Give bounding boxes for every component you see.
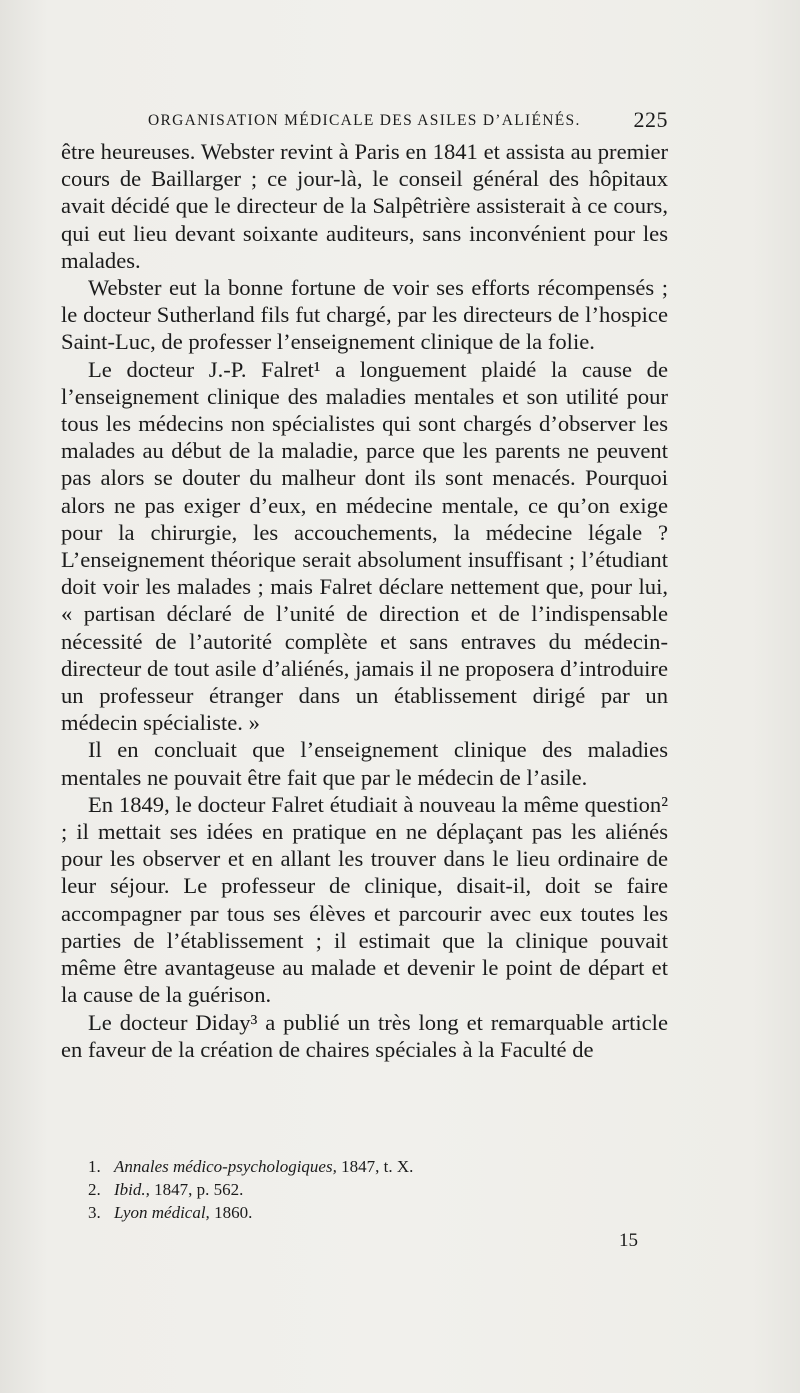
- paragraph: être heureuses. Webster revint à Paris en 1841 et assista au premier cours de Baillarger ; ce jour-là, le conseil général des hôpitaux avait décidé que le directeur de la Salpêtrière assisterait à ce cours, qui eut lieu devant soixante auditeurs, sans inconvénient pour les malades.: [61, 139, 668, 273]
- footnote: [88, 1201, 648, 1224]
- footnote-detail: 1860.: [209, 1203, 253, 1222]
- signature-mark: 15: [619, 1230, 638, 1251]
- paragraph: Webster eut la bonne fortune de voir ses efforts récompensés ; le docteur Sutherland fils fut chargé, par les directeurs de l’hospice Saint-Luc, de professer l’enseignement clinique de la folie.: [61, 275, 668, 355]
- footnote-title: Ibid.,: [114, 1180, 150, 1199]
- footnote-detail: 1847, t. X.: [336, 1157, 414, 1176]
- paragraph: Le docteur Diday³ a publié un très long et remarquable article en faveur de la création de chaires spéciales à la Faculté de: [61, 1009, 668, 1062]
- footnote-number: 2.: [88, 1180, 101, 1199]
- page-number: 225: [633, 107, 668, 132]
- paragraph: Le docteur J.-P. Falret¹ a longuement plaidé la cause de l’enseignement clinique des maladies mentales et son utilité pour tous les médecins non spécialistes qui sont chargés d’observer les malades au début de la maladie, parce que les parents ne peuvent pas alors se douter du malheur dont ils sont menacés. Pourquoi alors ne pas exiger d’eux, en médecine mentale, ce qu’on exige pour la chirurgie, les accouchements, la médecine légale ? L’enseignement théorique serait absolument insuffisant ; l’étudiant doit voir les malades ; mais Falret déclare nettement que, pour lui, « partisan déclaré de l’unité de direction et de l’indispensable nécessité de l’autorité complète et sans entraves du médecin-directeur de tout asile d’aliénés, jamais il ne proposera d’introduire un professeur étranger dans un établissement dirigé par un médecin spécialiste. »: [61, 356, 668, 736]
- running-header: [60, 107, 668, 136]
- footnote-number: 3.: [88, 1203, 101, 1222]
- paragraph: Il en concluait que l’enseignement clinique des maladies mentales ne pouvait être fait que par le médecin de l’asile.: [61, 737, 668, 790]
- footnote-number: 1.: [88, 1157, 101, 1176]
- footnote-title: Annales médico-psychologiques,: [114, 1157, 337, 1176]
- running-title: ORGANISATION MÉDICALE DES ASILES D’ALIÉNÉS.: [148, 112, 581, 129]
- paragraph: En 1849, le docteur Falret étudiait à nouveau la même question² ; il mettait ses idées en pratique en ne déplaçant pas les aliénés pour les observer et en allant les trouver dans le lieu ordinaire de leur séjour. Le professeur de clinique, disait-il, doit se faire accompagner par tous ses élèves et parcourir avec eux toutes les parties de l’établissement ; il estimait que la clinique pouvait même être avantageuse au malade et devenir le point de départ et la cause de la guérison.: [61, 791, 668, 1008]
- footnote-title: Lyon médical,: [114, 1203, 210, 1222]
- footnote-detail: 1847, p. 562.: [149, 1180, 244, 1199]
- footnote: [88, 1178, 648, 1201]
- footnote: [88, 1155, 648, 1178]
- body-text: [61, 138, 668, 1063]
- footnotes: [88, 1155, 648, 1224]
